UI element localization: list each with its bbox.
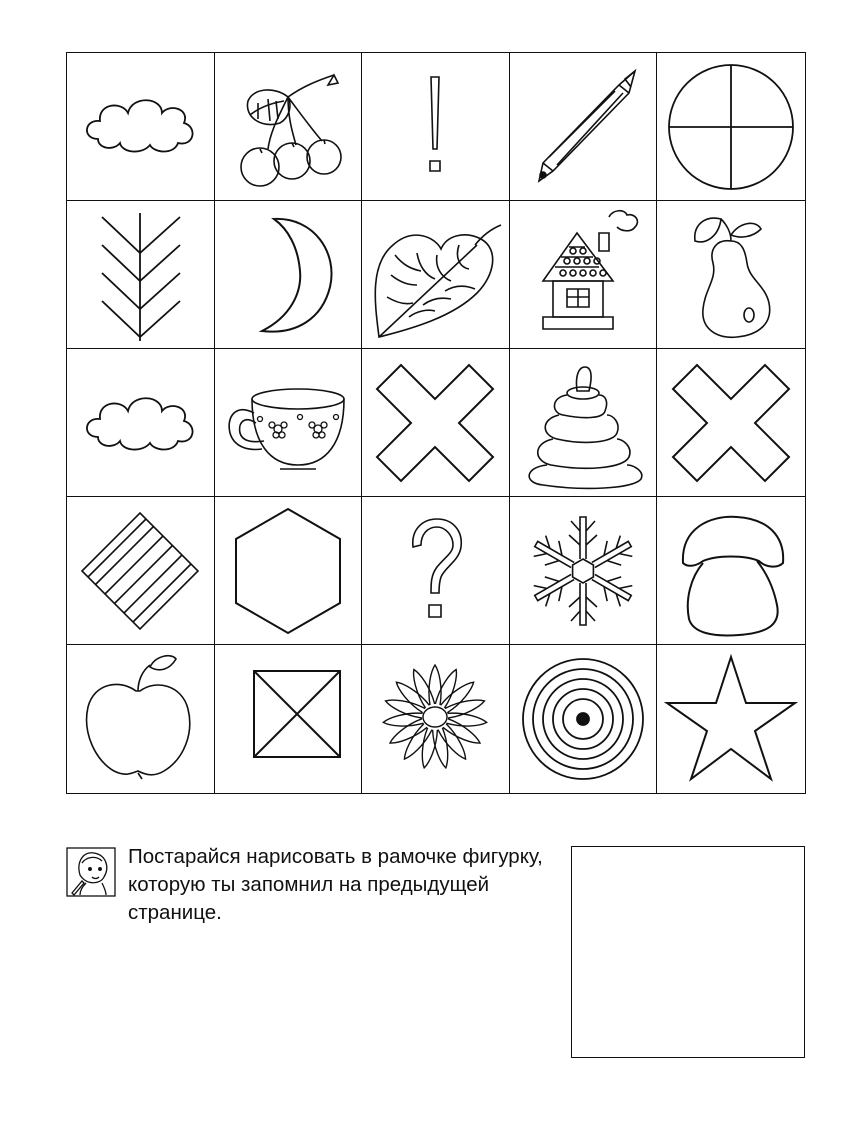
grid-cell — [67, 349, 215, 497]
apple-icon — [70, 649, 210, 789]
leaf-icon — [365, 205, 505, 345]
grid-cell — [215, 349, 363, 497]
cloud-icon — [70, 57, 210, 197]
grid-cell — [657, 349, 805, 497]
grid-cell — [215, 201, 363, 349]
pencil-icon — [513, 57, 653, 197]
crescent-moon-icon — [218, 205, 358, 345]
grid-cell — [510, 349, 658, 497]
fir-branch-icon — [70, 205, 210, 345]
grid-cell — [67, 201, 215, 349]
grid-cell — [510, 201, 658, 349]
mushroom-icon — [661, 501, 801, 641]
grid-cell — [362, 53, 510, 201]
cross-icon — [661, 353, 801, 493]
grid-cell — [510, 645, 658, 793]
grid-cell — [67, 497, 215, 645]
grid-cell — [657, 497, 805, 645]
grid-cell — [215, 53, 363, 201]
house-icon — [513, 205, 653, 345]
exclamation-icon — [365, 57, 505, 197]
grid-cell — [657, 201, 805, 349]
star-icon — [661, 649, 801, 789]
question-mark-icon — [365, 501, 505, 641]
grid-cell — [67, 53, 215, 201]
instruction-text: Постарайся нарисовать в рамочке фигурку, которую ты запомнил на предыдущей странице. — [128, 845, 543, 924]
grid-cell — [510, 497, 658, 645]
picture-grid — [66, 52, 806, 794]
grid-cell — [215, 497, 363, 645]
hexagon-icon — [218, 501, 358, 641]
grid-cell — [657, 53, 805, 201]
pyramid-toy-icon — [513, 353, 653, 493]
grid-cell — [362, 645, 510, 793]
teacup-icon — [218, 353, 358, 493]
daisy-flower-icon — [365, 649, 505, 789]
cloud-icon — [70, 353, 210, 493]
grid-cell — [362, 497, 510, 645]
striped-diamond-icon — [70, 501, 210, 641]
target-icon — [513, 649, 653, 789]
crossed-square-icon — [218, 649, 358, 789]
cherries-icon — [218, 57, 358, 197]
grid-cell — [362, 201, 510, 349]
grid-cell — [362, 349, 510, 497]
grid-cell — [510, 53, 658, 201]
grid-cell — [215, 645, 363, 793]
quartered-circle-icon — [661, 57, 801, 197]
grid-cell — [67, 645, 215, 793]
cross-icon — [365, 353, 505, 493]
drawing-frame[interactable] — [571, 846, 805, 1058]
child-pencil-icon — [66, 847, 116, 897]
snowflake-icon — [513, 501, 653, 641]
pear-icon — [661, 205, 801, 345]
grid-cell — [657, 645, 805, 793]
